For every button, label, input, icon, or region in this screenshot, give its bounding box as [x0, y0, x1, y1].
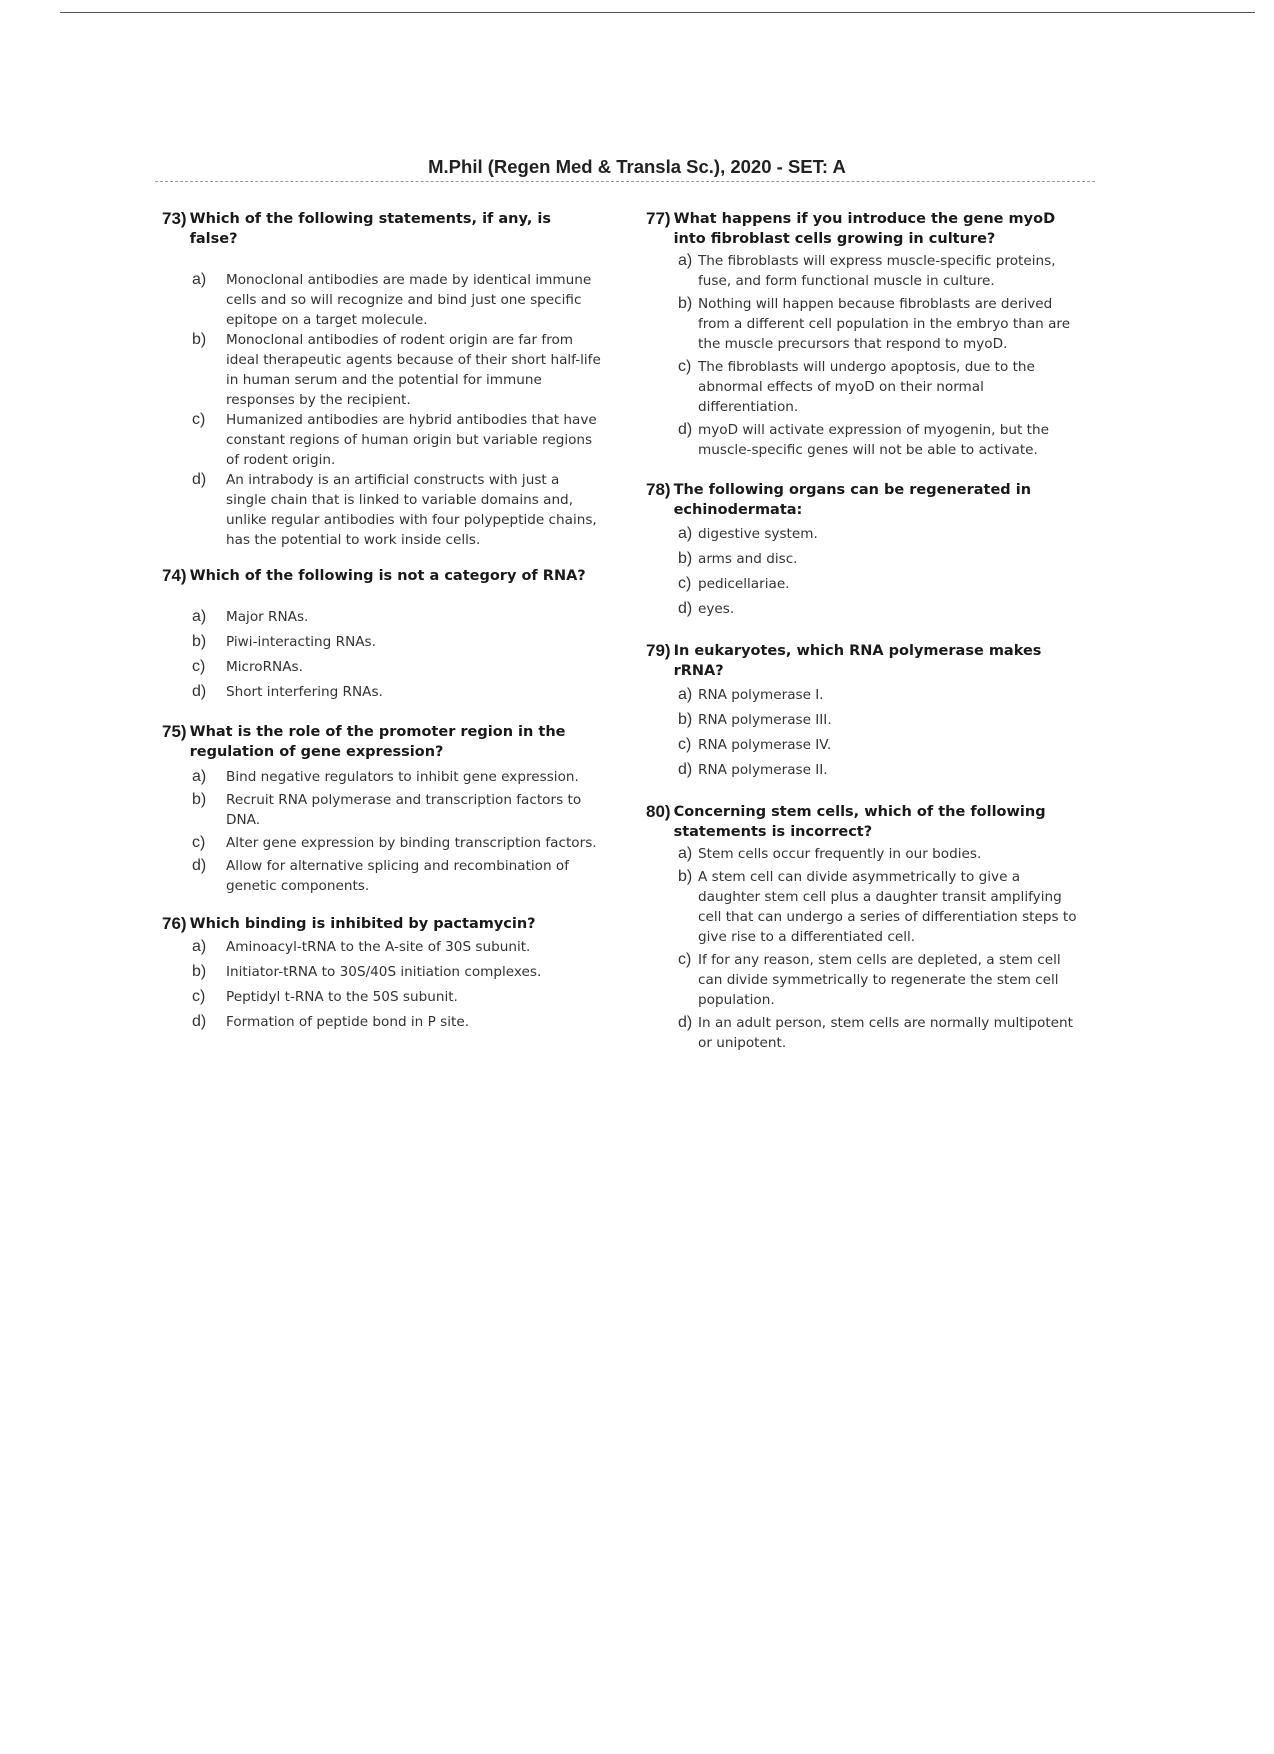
option-a: [192, 767, 602, 787]
option-d: [678, 599, 1086, 619]
option-c: [678, 950, 1086, 1010]
option-b: [678, 549, 1086, 569]
question-heading: [162, 914, 602, 934]
option-letter: d): [192, 1013, 207, 1030]
option-d: [192, 470, 602, 550]
question-heading: [162, 209, 602, 249]
option-b: [678, 294, 1086, 354]
question-text: Which of the following is not a category of RNA?: [189, 568, 586, 584]
option-a: [678, 685, 1086, 705]
question-number: 80): [646, 802, 671, 821]
question-text: Concerning stem cells, which of the following statements is incorrect?: [673, 804, 1046, 840]
option-letter: c): [192, 411, 206, 428]
question-text: Which of the following statements, if any, is false?: [189, 211, 551, 247]
option-c: [192, 987, 602, 1007]
option-text: Allow for alternative splicing and recombination of genetic components.: [226, 858, 570, 894]
option-text: Major RNAs.: [226, 609, 309, 625]
option-text: If for any reason, stem cells are depleted, a stem cell can divide symmetrically to regenerate the stem cell population.: [698, 952, 1061, 1008]
option-text: pedicellariae.: [698, 576, 790, 592]
option-text: RNA polymerase II.: [698, 762, 828, 778]
option-letter: c): [678, 575, 692, 592]
option-text: RNA polymerase I.: [698, 687, 824, 703]
option-letter: a): [192, 768, 207, 785]
question-heading: [646, 641, 1086, 681]
question-75: [162, 722, 602, 896]
option-text: Short interfering RNAs.: [226, 684, 383, 700]
option-letter: b): [678, 711, 693, 728]
header-divider: [155, 181, 1095, 182]
question-73: [162, 209, 602, 550]
question-number: 75): [162, 722, 187, 741]
question-number: 77): [646, 209, 671, 228]
option-letter: b): [678, 868, 693, 885]
option-list: [162, 767, 602, 896]
question-text: What is the role of the promoter region in the regulation of gene expression?: [189, 724, 566, 760]
option-text: Humanized antibodies are hybrid antibodies that have constant regions of human origin but variable regions of rodent origin.: [226, 412, 597, 468]
option-c: [192, 657, 602, 677]
option-text: Initiator-tRNA to 30S/40S initiation complexes.: [226, 964, 542, 980]
option-d: [678, 1013, 1086, 1053]
option-text: RNA polymerase III.: [698, 712, 832, 728]
option-letter: d): [192, 471, 207, 488]
option-a: [192, 270, 602, 330]
question-heading: [646, 209, 1086, 249]
right-column: [646, 209, 1086, 1053]
question-78: [646, 480, 1086, 619]
option-c: [192, 833, 602, 853]
option-letter: c): [678, 951, 692, 968]
option-b: [192, 632, 602, 652]
option-text: An intrabody is an artificial constructs with just a single chain that is linked to variable domains and, unlike regular antibodies with four polypeptide chains, has the potential to work inside cells.: [226, 472, 597, 548]
question-74: [162, 566, 602, 702]
option-letter: d): [678, 761, 693, 778]
option-c: [678, 357, 1086, 417]
option-d: [678, 760, 1086, 780]
option-b: [192, 962, 602, 982]
option-b: [678, 867, 1086, 947]
option-text: RNA polymerase IV.: [698, 737, 832, 753]
option-list: [646, 251, 1086, 460]
question-79: [646, 641, 1086, 780]
option-letter: d): [678, 600, 693, 617]
option-text: Aminoacyl-tRNA to the A-site of 30S subunit.: [226, 939, 531, 955]
question-80: [646, 802, 1086, 1053]
question-76: [162, 914, 602, 1032]
option-letter: b): [192, 633, 207, 650]
option-d: [192, 1012, 602, 1032]
question-heading: [646, 480, 1086, 520]
option-text: The fibroblasts will undergo apoptosis, due to the abnormal effects of myoD on their normal differentiation.: [698, 359, 1035, 415]
option-letter: d): [678, 421, 693, 438]
option-text: Nothing will happen because fibroblasts are derived from a different cell population in the embryo than are the muscle precursors that respond to myoD.: [698, 296, 1071, 352]
option-text: Formation of peptide bond in P site.: [226, 1014, 470, 1030]
option-letter: c): [678, 736, 692, 753]
option-a: [678, 524, 1086, 544]
option-d: [678, 420, 1086, 460]
option-list: [646, 685, 1086, 780]
option-text: In an adult person, stem cells are normally multipotent or unipotent.: [698, 1015, 1073, 1051]
option-text: Monoclonal antibodies of rodent origin are far from ideal therapeutic agents because of their short half-life in human serum and the potential for immune responses by the recipient.: [226, 332, 601, 408]
option-letter: b): [192, 331, 207, 348]
page-header: M.Phil (Regen Med & Transla Sc.), 2020 - SET: A: [428, 156, 846, 177]
option-a: [192, 607, 602, 627]
option-c: [678, 735, 1086, 755]
option-list: [646, 844, 1086, 1053]
question-number: 76): [162, 914, 187, 933]
option-a: [678, 251, 1086, 291]
option-a: [678, 844, 1086, 864]
option-d: [192, 856, 602, 896]
option-letter: b): [192, 963, 207, 980]
option-d: [192, 682, 602, 702]
question-text: In eukaryotes, which RNA polymerase makes rRNA?: [673, 643, 1042, 679]
option-c: [192, 410, 602, 470]
option-letter: a): [678, 686, 693, 703]
question-number: 79): [646, 641, 671, 660]
option-letter: a): [678, 845, 693, 862]
option-text: Alter gene expression by binding transcription factors.: [226, 835, 597, 851]
option-text: Bind negative regulators to inhibit gene expression.: [226, 769, 579, 785]
option-letter: c): [678, 358, 692, 375]
option-text: Recruit RNA polymerase and transcription factors to DNA.: [226, 792, 582, 828]
option-text: The fibroblasts will express muscle-specific proteins, fuse, and form functional muscle in culture.: [698, 253, 1056, 289]
option-letter: d): [192, 857, 207, 874]
option-text: A stem cell can divide asymmetrically to give a daughter stem cell plus a daughter transit amplifying cell that can undergo a series of differentiation steps to give rise to a differentiated cell.: [698, 869, 1077, 945]
option-letter: d): [192, 683, 207, 700]
option-letter: c): [192, 834, 206, 851]
question-heading: [646, 802, 1086, 842]
top-border-line: [60, 12, 1255, 13]
option-text: MicroRNAs.: [226, 659, 303, 675]
option-list: [646, 524, 1086, 619]
option-text: Stem cells occur frequently in our bodies.: [698, 846, 982, 862]
left-column: [162, 209, 602, 1032]
option-list: [162, 607, 602, 702]
option-letter: a): [192, 938, 207, 955]
option-text: Monoclonal antibodies are made by identical immune cells and so will recognize and bind just one specific epitope on a target molecule.: [226, 272, 592, 328]
option-b: [192, 790, 602, 830]
option-text: myoD will activate expression of myogenin, but the muscle-specific genes will not be able to activate.: [698, 422, 1049, 458]
option-letter: c): [192, 658, 206, 675]
question-heading: [162, 566, 602, 586]
question-77: [646, 209, 1086, 460]
option-letter: b): [678, 550, 693, 567]
option-text: Piwi-interacting RNAs.: [226, 634, 376, 650]
option-list: [162, 937, 602, 1032]
question-text: Which binding is inhibited by pactamycin?: [189, 916, 536, 932]
question-text: What happens if you introduce the gene myoD into fibroblast cells growing in culture?: [673, 211, 1056, 247]
option-list: [162, 270, 602, 550]
question-number: 74): [162, 566, 187, 585]
option-letter: b): [192, 791, 207, 808]
option-letter: d): [678, 1014, 693, 1031]
option-a: [192, 937, 602, 957]
option-letter: a): [192, 271, 207, 288]
option-letter: b): [678, 295, 693, 312]
option-text: digestive system.: [698, 526, 818, 542]
question-heading: [162, 722, 602, 762]
option-text: arms and disc.: [698, 551, 798, 567]
option-letter: a): [192, 608, 207, 625]
option-letter: a): [678, 525, 693, 542]
option-c: [678, 574, 1086, 594]
option-text: Peptidyl t-RNA to the 50S subunit.: [226, 989, 458, 1005]
option-letter: a): [678, 252, 693, 269]
question-text: The following organs can be regenerated in echinodermata:: [673, 482, 1032, 518]
option-b: [192, 330, 602, 410]
question-number: 73): [162, 209, 187, 228]
option-b: [678, 710, 1086, 730]
option-letter: c): [192, 988, 206, 1005]
question-number: 78): [646, 480, 671, 499]
option-text: eyes.: [698, 601, 735, 617]
